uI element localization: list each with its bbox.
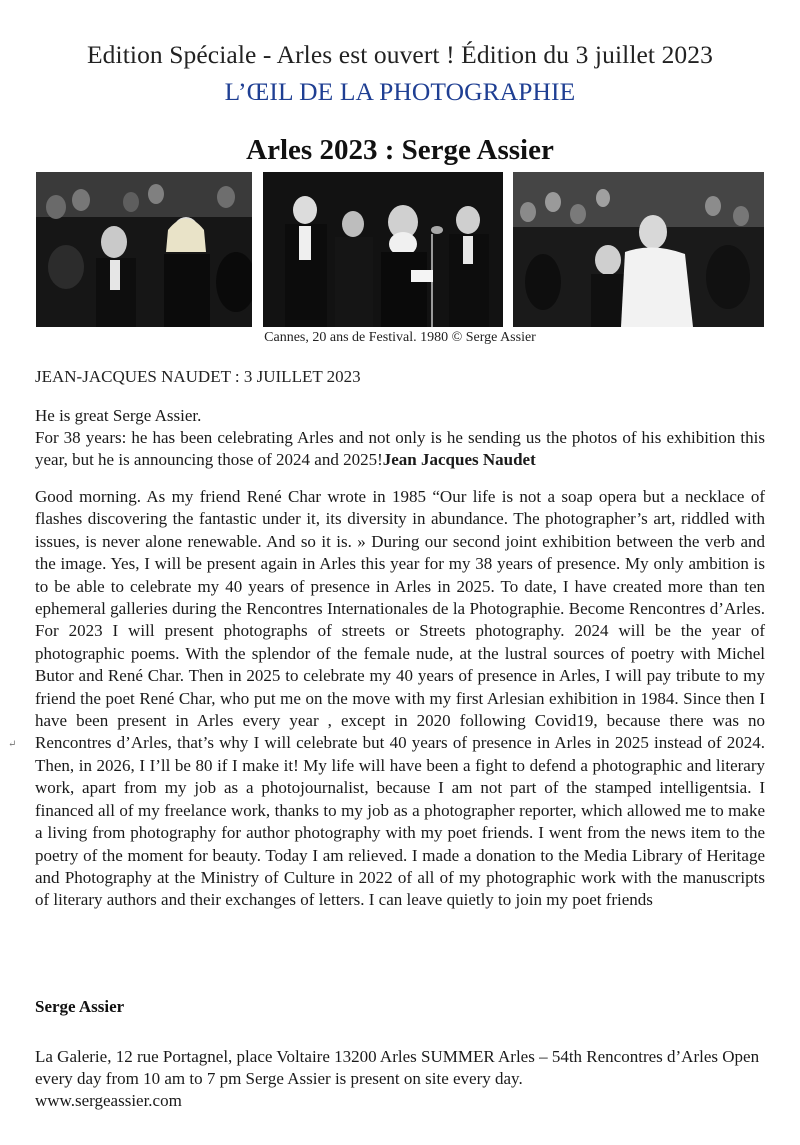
photo-caption: Cannes, 20 ans de Festival. 1980 © Serge Assier xyxy=(264,330,536,345)
margin-mark: ↵ xyxy=(8,739,17,750)
photo-strip xyxy=(36,172,764,327)
photo-cannes-couple xyxy=(36,172,252,327)
intro-text: For 38 years: he has been celebrating Arles and not only is he sending us the photos of his exhibition this year, but he is announcing those of 2024 and 2025! xyxy=(35,428,765,469)
photo-cannes-crowd xyxy=(513,172,764,327)
address-block xyxy=(35,1046,765,1112)
signature: Serge Assier xyxy=(35,997,125,1016)
article-body: Good morning. As my friend René Char wrote in 1985 “Our life is not a soap opera but a necklace of flashes discovering the fantastic under it, its diversity in abundance. The photographer’s art, riddled with issues, is never alone renewable. And so it is. » During our second joint exhibition between the verb and the image. Yes, I will be present again in Arles this year for my 38 years of presence. My only ambition is to be able to celebrate my 40 years of presence in Arles in 2025. To date, I have created more than ten ephemeral galleries during the Rencontres Internationales de la Photographie. Become Rencontres d’Arles. For 2023 I will present photographs of streets or Streets photography. 2024 will be the year of photographic poems. With the splendor of the female nude, at the lustral sources of poetry with Michel Butor and René Char. Then in 2025 to celebrate my 40 years of presence in Arles, I will pay tribute to my friend the poet René Char, who put me on the move with my first Arlesian exhibition in 1984. Since then I have been present in Arles every year , except in 2020 following Covid19, because there was no Rencontres d’Arles, that’s why I will celebrate but 40 years of presence in Arles in 2025 instead of 2024. Then, in 2026, I I’ll be 80 if I make it! My life will have been a fight to defend a photographic and literary work, apart from my job as a photojournalist, because I am not part of the stamped intelligentsia. I financed all of my freelance work, thanks to my job as a photographer reporter, which allowed me to make a living from photography for author photography with my poet friends. I went from the news item to the poetry of the moment for beauty. Today I am relieved. I made a donation to the Media Library of Heritage and Photography at the Ministry of Culture in 2022 of all of my photographic work with the manuscripts of literary authors and their exchanges of letters. I can leave quietly to join my poet friends xyxy=(35,487,765,910)
edition-line: Edition Spéciale - Arles est ouvert ! Édition du 3 juillet 2023 xyxy=(87,40,713,69)
intro-block xyxy=(35,405,765,471)
publication-name: L’ŒIL DE LA PHOTOGRAPHIE xyxy=(224,77,576,106)
article-title: Arles 2023 : Serge Assier xyxy=(246,134,554,166)
photo-cannes-stage xyxy=(263,172,503,327)
intro-paragraph xyxy=(35,427,765,471)
intro-author: Jean Jacques Naudet xyxy=(382,450,536,469)
intro-line: He is great Serge Assier. xyxy=(35,406,202,425)
address-line: La Galerie, 12 rue Portagnel, place Voltaire 13200 Arles SUMMER Arles – 54th Rencontres d’Arles Open every day from 10 am to 7 pm Serge Assier is present on site every day. xyxy=(35,1047,760,1088)
website-link[interactable]: www.sergeassier.com xyxy=(35,1091,182,1110)
byline: JEAN-JACQUES NAUDET : 3 JUILLET 2023 xyxy=(35,367,361,386)
